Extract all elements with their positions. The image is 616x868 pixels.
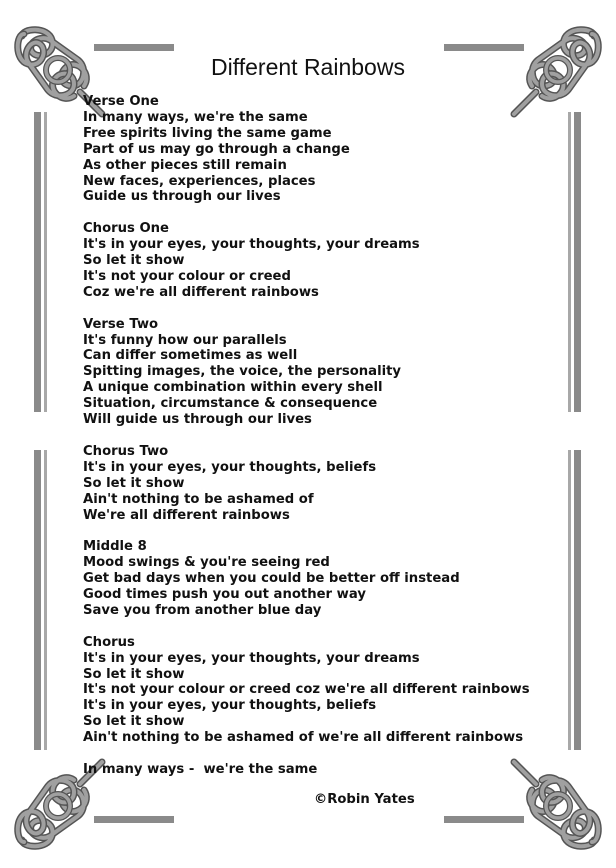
- lyric-line: Mood swings & you're seeing red: [83, 555, 330, 571]
- stanza-heading: Verse Two: [83, 316, 159, 332]
- lyric-line: It's not your colour or creed: [83, 268, 291, 284]
- lyric-line: Can differ sometimes as well: [83, 348, 298, 364]
- lyric-line: Ain't nothing to be ashamed of we're all different rainbows: [83, 730, 524, 746]
- lyric-line: So let it show: [83, 475, 185, 491]
- lyric-line: It's funny how our parallels: [83, 332, 287, 348]
- lyric-line: So let it show: [83, 666, 185, 682]
- stanza-heading: Middle 8: [83, 539, 147, 555]
- lyric-line: Situation, circumstance & consequence: [83, 396, 378, 412]
- lyric-line: Get bad days when you could be better off instead: [83, 571, 460, 587]
- lyrics-body: [83, 94, 583, 778]
- closing-line: In many ways - we're the same: [83, 761, 318, 777]
- lyric-line: Coz we're all different rainbows: [83, 284, 319, 300]
- lyric-line: So let it show: [83, 714, 185, 730]
- lyric-line: Part of us may go through a change: [83, 141, 350, 157]
- lyric-line: We're all different rainbows: [83, 507, 290, 523]
- stanza-heading: Chorus Two: [83, 443, 169, 459]
- stanza-chorus-one: [83, 221, 583, 301]
- stanza-verse-two: [83, 317, 583, 428]
- lyric-line: It's in your eyes, your thoughts, your dreams: [83, 237, 420, 253]
- lyric-line: It's in your eyes, your thoughts, beliefs: [83, 698, 377, 714]
- stanza-heading: Verse One: [83, 94, 159, 109]
- lyric-line: It's in your eyes, your thoughts, beliefs: [83, 459, 377, 475]
- lyric-line: As other pieces still remain: [83, 157, 287, 173]
- lyric-line: Spitting images, the voice, the personality: [83, 364, 402, 380]
- stanza-heading: Chorus One: [83, 221, 170, 237]
- lyric-line: Good times push you out another way: [83, 587, 366, 603]
- stanza-middle-8: [83, 539, 583, 619]
- copyright-credit: ©Robin Yates: [314, 792, 415, 807]
- stanza-heading: Chorus: [83, 634, 135, 650]
- stanza-chorus: [83, 635, 583, 746]
- stanza-verse-one: [83, 94, 583, 205]
- stanza-chorus-two: [83, 444, 583, 524]
- page-title: Different Rainbows: [211, 54, 405, 80]
- lyric-line: Will guide us through our lives: [83, 412, 312, 428]
- lyric-line: It's in your eyes, your thoughts, your dreams: [83, 650, 420, 666]
- lyric-line: It's not your colour or creed coz we're all different rainbows: [83, 682, 530, 698]
- lyric-line: Ain't nothing to be ashamed of: [83, 491, 314, 507]
- lyric-line: New faces, experiences, places: [83, 173, 316, 189]
- lyric-line: Free spirits living the same game: [83, 125, 332, 141]
- lyric-line: In many ways, we're the same: [83, 109, 308, 125]
- lyric-line: Guide us through our lives: [83, 189, 281, 205]
- lyric-line: Save you from another blue day: [83, 602, 322, 618]
- lyric-line: A unique combination within every shell: [83, 380, 383, 396]
- lyric-line: So let it show: [83, 253, 185, 269]
